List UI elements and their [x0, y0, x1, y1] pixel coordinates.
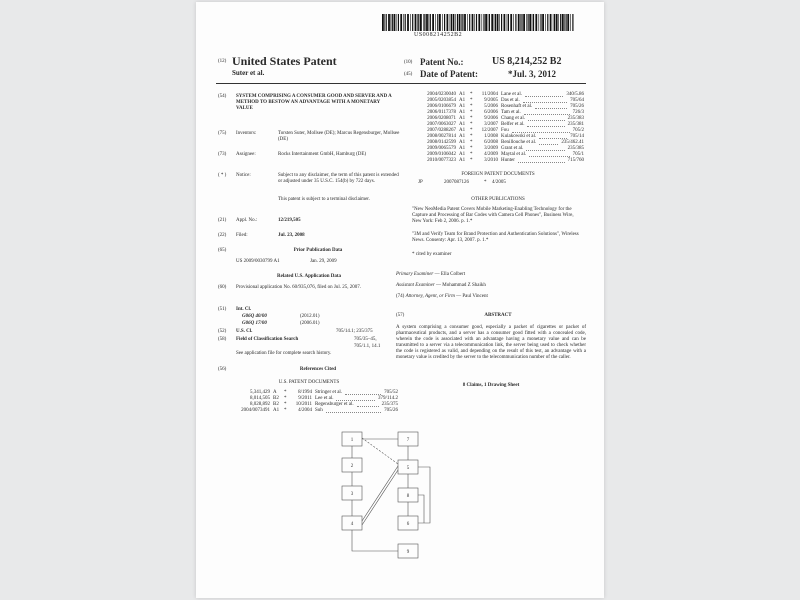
barcode-bar [423, 14, 424, 31]
other-pub-1: "New NeoMedia Patent Covers Mobile Marketing-Enabling Technology for the Capture and Processing of Bar Codes with Camera Cell Phones", Business Wire, New York: Feb 2, 2006. p. 1.* [412, 207, 574, 224]
barcode-bar [444, 14, 445, 31]
citation-class: 235/383 [567, 116, 584, 121]
citation-number: 2007/0063027 [427, 122, 456, 127]
barcode-bar [572, 14, 573, 31]
barcode-bar [515, 14, 516, 31]
barcode-bar [488, 14, 489, 31]
barcode-bar [415, 14, 417, 31]
attorney-code: (74) [396, 294, 405, 299]
flow-label-4: 4 [350, 522, 354, 527]
barcode-bar [447, 14, 449, 31]
assistant-examiner [396, 283, 596, 289]
barcode-bar [472, 14, 474, 31]
barcode-bar [532, 14, 533, 31]
citation-name: Tam et al. [501, 110, 521, 115]
citation-kind: A1 [459, 116, 466, 121]
citation-kind: A1 [459, 146, 466, 151]
cited-by-examiner: * cited by examiner [412, 252, 452, 257]
filed-label: Filed: [236, 233, 248, 238]
citation-name: Hunter [501, 158, 515, 163]
citation-number: 2007/0288267 [427, 128, 456, 133]
barcode-bar [558, 14, 559, 31]
barcode-bar [430, 14, 431, 31]
citation-star: * [284, 390, 287, 395]
barcode-bar [553, 14, 554, 31]
barcode-bar [426, 14, 428, 31]
citation-class: 715/760 [567, 158, 584, 163]
barcode-bar [491, 14, 493, 31]
barcode-bar [424, 14, 425, 31]
citation-number: 2008/0027814 [427, 134, 456, 139]
barcode-bar [457, 14, 458, 31]
citation-class: 705/52 [384, 390, 398, 395]
barcode-bar [513, 14, 514, 31]
citation-date: 3/2010 [484, 158, 498, 163]
field-label: Field of Classification Search [236, 337, 299, 342]
citation-kind: A1 [459, 128, 466, 133]
citation-number: 8,028,892 [250, 402, 270, 407]
intcl-1-date: (2012.01) [300, 314, 320, 319]
flow-diagram [336, 420, 446, 578]
barcode-bar [562, 14, 564, 31]
citation-name: Lee et al. [315, 396, 334, 401]
citation-class: 705/26 [384, 408, 398, 413]
barcode-bar [410, 14, 411, 31]
citation-class: 235/385 [567, 146, 584, 151]
flow-label-5: 5 [406, 466, 410, 471]
barcode-bar [521, 14, 522, 31]
citation-name: Lane et al. [501, 92, 522, 97]
citation-class: 235/381 [567, 122, 584, 127]
leader-dots [326, 408, 381, 413]
citation-number: 2009/0106042 [427, 152, 456, 157]
attorney-label: Attorney, Agent, or Firm [405, 294, 455, 299]
uscl-value: 705/14.1; 235/375 [336, 329, 373, 334]
barcode-bar [439, 14, 441, 31]
filed-code: (22) [218, 233, 227, 238]
header-code: (12) [218, 59, 227, 64]
barcode-bar [464, 14, 466, 31]
citation-date: 9/2006 [484, 116, 498, 121]
barcode-bar [420, 14, 422, 31]
citation-kind: A1 [459, 152, 466, 157]
assistant-examiner-label: Assistant Examiner [396, 283, 435, 288]
prior-code: (65) [218, 248, 227, 253]
barcode-image [382, 14, 576, 31]
citation-star: * [284, 396, 287, 401]
barcode-bar [417, 14, 418, 31]
provisional-application: Provisional application No. 60/935,076, filed on Jul. 25, 2007. [236, 285, 361, 290]
barcode-bar [451, 14, 452, 31]
inventors-label: Inventors: [236, 131, 257, 136]
citation-date: 6/2006 [484, 110, 498, 115]
citation-date: 3/2009 [484, 146, 498, 151]
other-pub-2: "3M and Verify Team for Brand Protection and Authentication Solutions", Wireless News. Consenty: Apr. 13, 2007. p. 1.* [412, 232, 579, 243]
barcode-bar [508, 14, 509, 31]
citation-date: 10/2011 [295, 402, 312, 407]
primary-examiner [396, 272, 596, 278]
citation-class: 705/2 [572, 128, 584, 133]
barcode-bar [545, 14, 546, 31]
citation-name: Grant et al. [501, 146, 524, 151]
citation-class: 235/462.41 [561, 140, 584, 145]
other-pubs-heading: OTHER PUBLICATIONS [471, 197, 525, 202]
citation-kind: A1 [459, 92, 466, 97]
intcl-2-date: (2006.01) [300, 321, 320, 326]
citation-date: 6/2008 [484, 140, 498, 145]
citation-kind: A1 [459, 122, 466, 127]
flow-label-1: 1 [350, 438, 354, 443]
citation-number: 2006/0117378 [427, 110, 456, 115]
notice-label: Notice: [236, 173, 251, 178]
barcode-bar [482, 14, 483, 31]
barcode-bar [495, 14, 496, 31]
barcode-bar [570, 14, 571, 31]
prior-date: Jan. 29, 2009 [310, 259, 337, 264]
citation-number: 2005/0203854 [427, 98, 456, 103]
citation-class: 235/375 [381, 402, 398, 407]
citation-number: 2006/0106679 [427, 104, 456, 109]
citation-date: 11/2004 [481, 92, 498, 97]
foreign-date: 4/2005 [492, 180, 506, 185]
us-docs-left-list [226, 390, 398, 414]
citation-name: Regensburger et al. [315, 402, 354, 407]
citation-star: * [470, 134, 473, 139]
citation-name: Chang et al. [501, 116, 526, 121]
flow-label-9: 9 [406, 550, 410, 555]
barcode-bar [564, 14, 565, 31]
barcode-bar [523, 14, 525, 31]
citation-kind: A1 [459, 104, 466, 109]
barcode-bar [435, 14, 436, 31]
citation-star: * [470, 116, 473, 121]
barcode-bar [403, 14, 404, 31]
inventors-value: Torsten Suter, Mollsee (DE); Marcus Regensburger, Mollsee (DE) [278, 131, 400, 142]
barcode-bar [391, 14, 392, 31]
date-label: Date of Patent: [420, 69, 478, 79]
leader-dots [527, 122, 564, 127]
barcode-bar [529, 14, 531, 31]
barcode-bar [469, 14, 470, 31]
citation-name: Stringer et al. [315, 390, 343, 395]
citation-kind: A1 [459, 110, 466, 115]
citation-number: 2006/0208071 [427, 116, 456, 121]
field-note: See application file for complete search history. [236, 351, 332, 356]
leader-dots [345, 390, 381, 395]
citation-name: Benillouche et al. [501, 140, 537, 145]
patent-type-title: United States Patent [232, 54, 337, 68]
citation-class: 379/114.2 [378, 396, 398, 401]
primary-examiner-name: — Ella Colbert [433, 272, 466, 277]
barcode-bar [418, 14, 419, 31]
leader-dots [535, 104, 567, 109]
barcode-bar [386, 14, 387, 31]
citation-star: * [470, 122, 473, 127]
citation-class: 705/14 [570, 134, 584, 139]
citation-star: * [470, 140, 473, 145]
barcode-bar [510, 14, 512, 31]
citation-star: * [470, 158, 473, 163]
flow-label-6: 6 [406, 522, 410, 527]
leader-dots [524, 110, 570, 115]
barcode-bar [405, 14, 406, 31]
barcode-bar [518, 14, 520, 31]
uscl-label: U.S. Cl. [236, 329, 253, 334]
barcode-bar [467, 14, 468, 31]
us-docs-right-list [412, 92, 584, 164]
barcode-bar [432, 14, 434, 31]
notice-terminal: This patent is subject to a terminal disclaimer. [278, 197, 370, 202]
intcl-code: (51) [218, 307, 227, 312]
citation-date: 4/2004 [298, 408, 312, 413]
citation-name: Kulakowski et al. [501, 134, 537, 139]
leader-dots [525, 92, 563, 97]
citation-kind: A1 [459, 140, 466, 145]
citation-number: 2004/0073491 [241, 408, 270, 413]
inventor-short: Suter et al. [232, 69, 265, 77]
citation-kind: A1 [273, 408, 280, 413]
citation-number: 2010/0077323 [427, 158, 456, 163]
leader-dots [523, 98, 567, 103]
barcode-bar [550, 14, 552, 31]
refs-code: (56) [218, 367, 227, 372]
uscl-code: (52) [218, 329, 227, 334]
barcode-bar [501, 14, 502, 31]
barcode-bar [497, 14, 499, 31]
field-code: (58) [218, 337, 227, 342]
citation-date: 9/2011 [298, 396, 312, 401]
leader-dots [529, 152, 569, 157]
foreign-number: 2007087126 [444, 180, 469, 185]
citation-date: 9/2005 [484, 98, 498, 103]
leader-dots [528, 116, 565, 121]
citation-star: * [470, 92, 473, 97]
prior-heading: Prior Publication Data [293, 248, 343, 253]
flow-label-3: 3 [350, 492, 354, 497]
notice-text: Subject to any disclaimer, the term of this patent is extended or adjusted under 35 U.S.C. 154(b) by 722 days. [278, 173, 399, 184]
foreign-star: * [484, 180, 487, 185]
citation-number: 8,014,505 [250, 396, 270, 401]
citation-date: 8/1994 [298, 390, 312, 395]
citation-number: 2009/0065579 [427, 146, 456, 151]
citation-class: 340/5.86 [566, 92, 584, 97]
barcode-bar [392, 14, 393, 31]
barcode-bar [474, 14, 475, 31]
citation-number: 2004/0230040 [427, 92, 456, 97]
barcode-bar [437, 14, 438, 31]
barcode-bar [539, 14, 540, 31]
appl-code: (21) [218, 218, 227, 223]
barcode-bar [535, 14, 537, 31]
citation-date: 3/2007 [484, 122, 498, 127]
barcode-bar [533, 14, 534, 31]
refs-heading: References Cited [299, 367, 337, 372]
invention-title: SYSTEM COMPRISING A CONSUMER GOOD AND SERVER AND A METHOD TO BESTOW AN ADVANTAGE WITH A MONETARY VALUE [236, 94, 392, 111]
attorney-name: — Paul Vincent [454, 294, 488, 299]
flow-label-2: 2 [350, 464, 354, 469]
citation-name: Rosenhaft et al. [501, 104, 533, 109]
claims-count: 8 Claims, 1 Drawing Sheet [462, 383, 520, 388]
flow-label-7: 7 [406, 438, 410, 443]
barcode-number: US008214252B2 [414, 32, 463, 38]
us-docs-heading: U.S. PATENT DOCUMENTS [278, 380, 340, 385]
barcode-bar [540, 14, 541, 31]
citation-name: Das et al. [501, 98, 520, 103]
barcode-bar [489, 14, 490, 31]
related-heading: Related U.S. Application Data [276, 274, 342, 279]
barcode-bar [554, 14, 555, 31]
barcode-bar [398, 14, 399, 31]
barcode-bar [542, 14, 544, 31]
abstract-text: A system comprising a consumer good, especially a packet of cigarettes or packet of pharmaceutical products, and a server has a consumer good fitted with a concealed code, wherein the code is associated with an advantage having a monetary value and can be transmitted to a server via a telecommunication link, the server being used to check whether the code is registered as valid, and depending on the result of this test, an advantage with a monetary value is credited by the server to the telecommunication number of the caller. [396, 325, 586, 360]
barcode-bar [453, 14, 455, 31]
title-code: (54) [218, 94, 227, 99]
leader-dots [512, 128, 570, 133]
primary-examiner-label: Primary Examiner [396, 272, 434, 277]
citation-star: * [470, 104, 473, 109]
intcl-label: Int. Cl. [236, 307, 252, 312]
citation-kind: B2 [273, 396, 279, 401]
barcode-bar [384, 14, 385, 31]
citation-name: Fou [501, 128, 509, 133]
barcode-bar [462, 14, 463, 31]
barcode-bar [494, 14, 495, 31]
barcode-bar [476, 14, 477, 31]
assignee-code: (73) [218, 152, 227, 157]
citation-star: * [470, 128, 473, 133]
attorney [396, 294, 596, 300]
assistant-examiner-name: — Mohammad Z Shaikh [434, 283, 486, 288]
citation-kind: B2 [273, 402, 279, 407]
citation-star: * [284, 408, 287, 413]
appl-label: Appl. No.: [236, 218, 258, 223]
citation-name: Suh [315, 408, 323, 413]
barcode-bar [388, 14, 390, 31]
assignee-label: Assignee: [236, 152, 256, 157]
citation-star: * [470, 110, 473, 115]
barcode-bar [461, 14, 462, 31]
notice-code: ( * ) [218, 173, 227, 178]
barcode-bar [478, 14, 480, 31]
citation-row [412, 158, 584, 164]
patent-no-code: (10) [404, 60, 413, 65]
barcode-bar [499, 14, 500, 31]
field-2: 705/1.1, 14.1 [354, 344, 381, 349]
citation-name: Belfer et al. [501, 122, 525, 127]
barcode-bar [526, 14, 527, 31]
barcode-bar [407, 14, 409, 31]
barcode-bar [429, 14, 430, 31]
barcode-bar [556, 14, 558, 31]
citation-kind: A1 [459, 134, 466, 139]
barcode-bar [394, 14, 396, 31]
citation-name: Maytal et al. [501, 152, 527, 157]
barcode-bar [547, 14, 548, 31]
intcl-1: G06Q 40/00 [242, 314, 267, 319]
barcode-bar [520, 14, 521, 31]
barcode-bar [459, 14, 461, 31]
barcode-bar [412, 14, 413, 31]
leader-dots [539, 134, 567, 139]
date-code: (45) [404, 72, 413, 77]
field-1: 705/35–45, [354, 337, 377, 342]
barcode-bar [396, 14, 397, 31]
citation-class: 705/26 [570, 104, 584, 109]
barcode-bar [450, 14, 451, 31]
prior-pub: US 2009/0030799 A1 [236, 259, 280, 264]
leader-dots [539, 140, 558, 145]
barcode-bar [400, 14, 402, 31]
citation-star: * [470, 152, 473, 157]
citation-number: 5,341,429 [250, 390, 270, 395]
citation-date: 12/2007 [481, 128, 498, 133]
inventors-code: (75) [218, 131, 227, 136]
citation-date: 4/2009 [484, 152, 498, 157]
barcode-bar [442, 14, 443, 31]
patent-no-label: Patent No.: [420, 57, 464, 67]
barcode-bar [483, 14, 484, 31]
intcl-2: G06Q 17/00 [242, 321, 267, 326]
patent-date: *Jul. 3, 2012 [508, 69, 557, 79]
citation-star: * [284, 402, 287, 407]
prov-code: (60) [218, 285, 227, 290]
patent-number: US 8,214,252 B2 [492, 56, 562, 67]
citation-date: 5/2006 [484, 104, 498, 109]
citation-star: * [470, 98, 473, 103]
citation-number: 2008/0142599 [427, 140, 456, 145]
citation-class: 726/3 [572, 110, 584, 115]
barcode-bar [382, 14, 384, 31]
header-rule [216, 83, 586, 84]
citation-kind: A1 [459, 98, 466, 103]
citation-kind: A1 [459, 158, 466, 163]
leader-dots [357, 402, 379, 407]
barcode-bar [567, 14, 569, 31]
barcode-bar [560, 14, 561, 31]
appl-number: 12/219,505 [278, 218, 301, 223]
barcode-bar [504, 14, 506, 31]
citation-kind: A [273, 390, 277, 395]
barcode-bar [566, 14, 567, 31]
foreign-country: JP [418, 180, 423, 185]
flow-label-8: 8 [406, 494, 410, 499]
filed-date: Jul. 23, 2008 [278, 233, 305, 238]
barcode-bar [507, 14, 508, 31]
leader-dots [526, 146, 564, 151]
assignee-value: Rocks Intertainment GmbH, Hamburg (DE) [278, 152, 367, 157]
foreign-heading: FOREIGN PATENT DOCUMENTS [461, 172, 535, 177]
leader-dots [518, 158, 565, 163]
patent-page [196, 2, 604, 598]
citation-star: * [470, 146, 473, 151]
citation-date: 1/2008 [484, 134, 498, 139]
barcode-bar [528, 14, 529, 31]
citation-class: 705/1 [572, 152, 584, 157]
abstract-heading: ABSTRACT [484, 313, 512, 318]
leader-dots [336, 396, 375, 401]
barcode-bar [455, 14, 456, 31]
abstract-code: (57) [396, 313, 405, 318]
citation-row [226, 408, 398, 414]
citation-class: 705/64 [570, 98, 584, 103]
barcode-bar [485, 14, 487, 31]
